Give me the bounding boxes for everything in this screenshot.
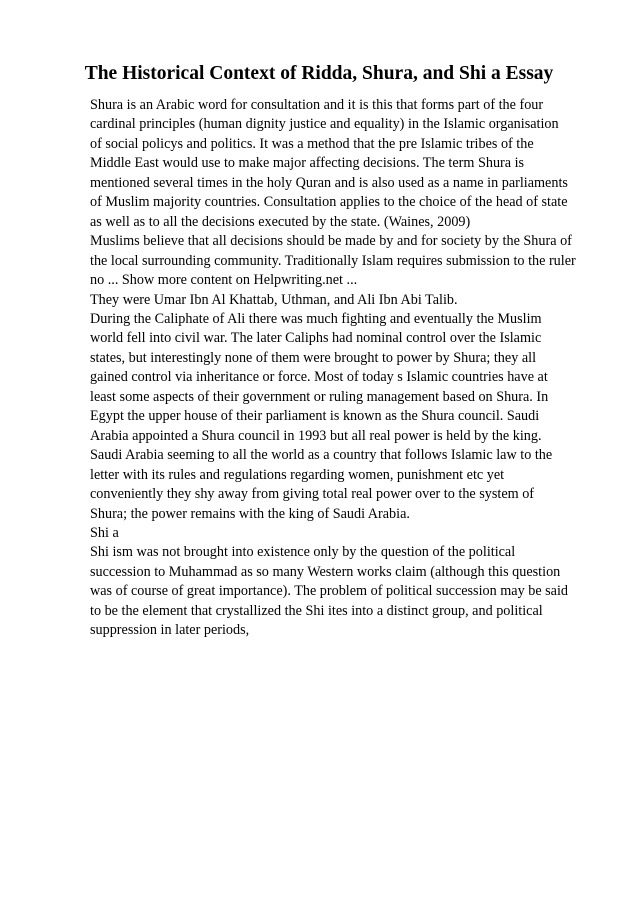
document-title: The Historical Context of Ridda, Shura, and Shi a Essay [84,63,554,84]
body-line: as well as to all the decisions executed by the state. (Waines, 2009) [90,213,471,230]
body-line: mentioned several times in the holy Quran and is also used as a name in parliaments [90,174,568,191]
body-line: least some aspects of their government or ruling management based on Shura. In [90,388,549,405]
body-line: cardinal principles (human dignity justice and equality) in the Islamic organisation [90,116,559,133]
body-line: Arabia appointed a Shura council in 1993 but all real power is held by the king. [90,427,542,444]
body-line: Shura; the power remains with the king of Saudi Arabia. [90,505,410,522]
body-line: no ... Show more content on Helpwriting.net ... [90,272,358,289]
body-line: succession to Muhammad as so many Western works claim (although this question [90,563,561,580]
body-line: to be the element that crystallized the Shi ites into a distinct group, and political [90,602,543,619]
body-line: Shi ism was not brought into existence only by the question of the political [90,544,516,561]
body-line: conveniently they shy away from giving total real power over to the system of [90,486,535,503]
body-line: Middle East would use to make major affecting decisions. The term Shura is [90,155,525,172]
body-line: was of course of great importance). The problem of political succession may be said [90,583,569,600]
body-line: Shura is an Arabic word for consultation and it is this that forms part of the four [90,97,544,113]
body-line: During the Caliphate of Ali there was much fighting and eventually the Muslim [90,310,542,327]
body-line: world fell into civil war. The later Caliphs had nominal control over the Islamic [90,330,542,347]
body-line: letter with its rules and regulations regarding women, punishment etc yet [90,466,505,483]
body-line: Shi a [90,524,119,541]
body-line: states, but interestingly none of them were brought to power by Shura; they all [90,349,537,366]
body-line: They were Umar Ibn Al Khattab, Uthman, and Ali Ibn Abi Talib. [90,291,458,308]
body-line: the local surrounding community. Traditionally Islam requires submission to the ruler [90,252,576,269]
body-line: gained control via inheritance or force. Most of today s Islamic countries have at [90,369,548,386]
body-line: Egypt the upper house of their parliament is known as the Shura council. Saudi [90,408,540,425]
document-body [90,96,610,641]
body-line: Muslims believe that all decisions should be made by and for society by the Shura of [90,233,572,250]
body-line: of social policys and politics. It was a method that the pre Islamic tribes of the [90,135,534,152]
body-line: of Muslim majority countries. Consultation applies to the choice of the head of state [90,194,568,211]
body-line: suppression in later periods, [90,622,250,639]
body-line: Saudi Arabia seeming to all the world as a country that follows Islamic law to the [90,447,553,464]
